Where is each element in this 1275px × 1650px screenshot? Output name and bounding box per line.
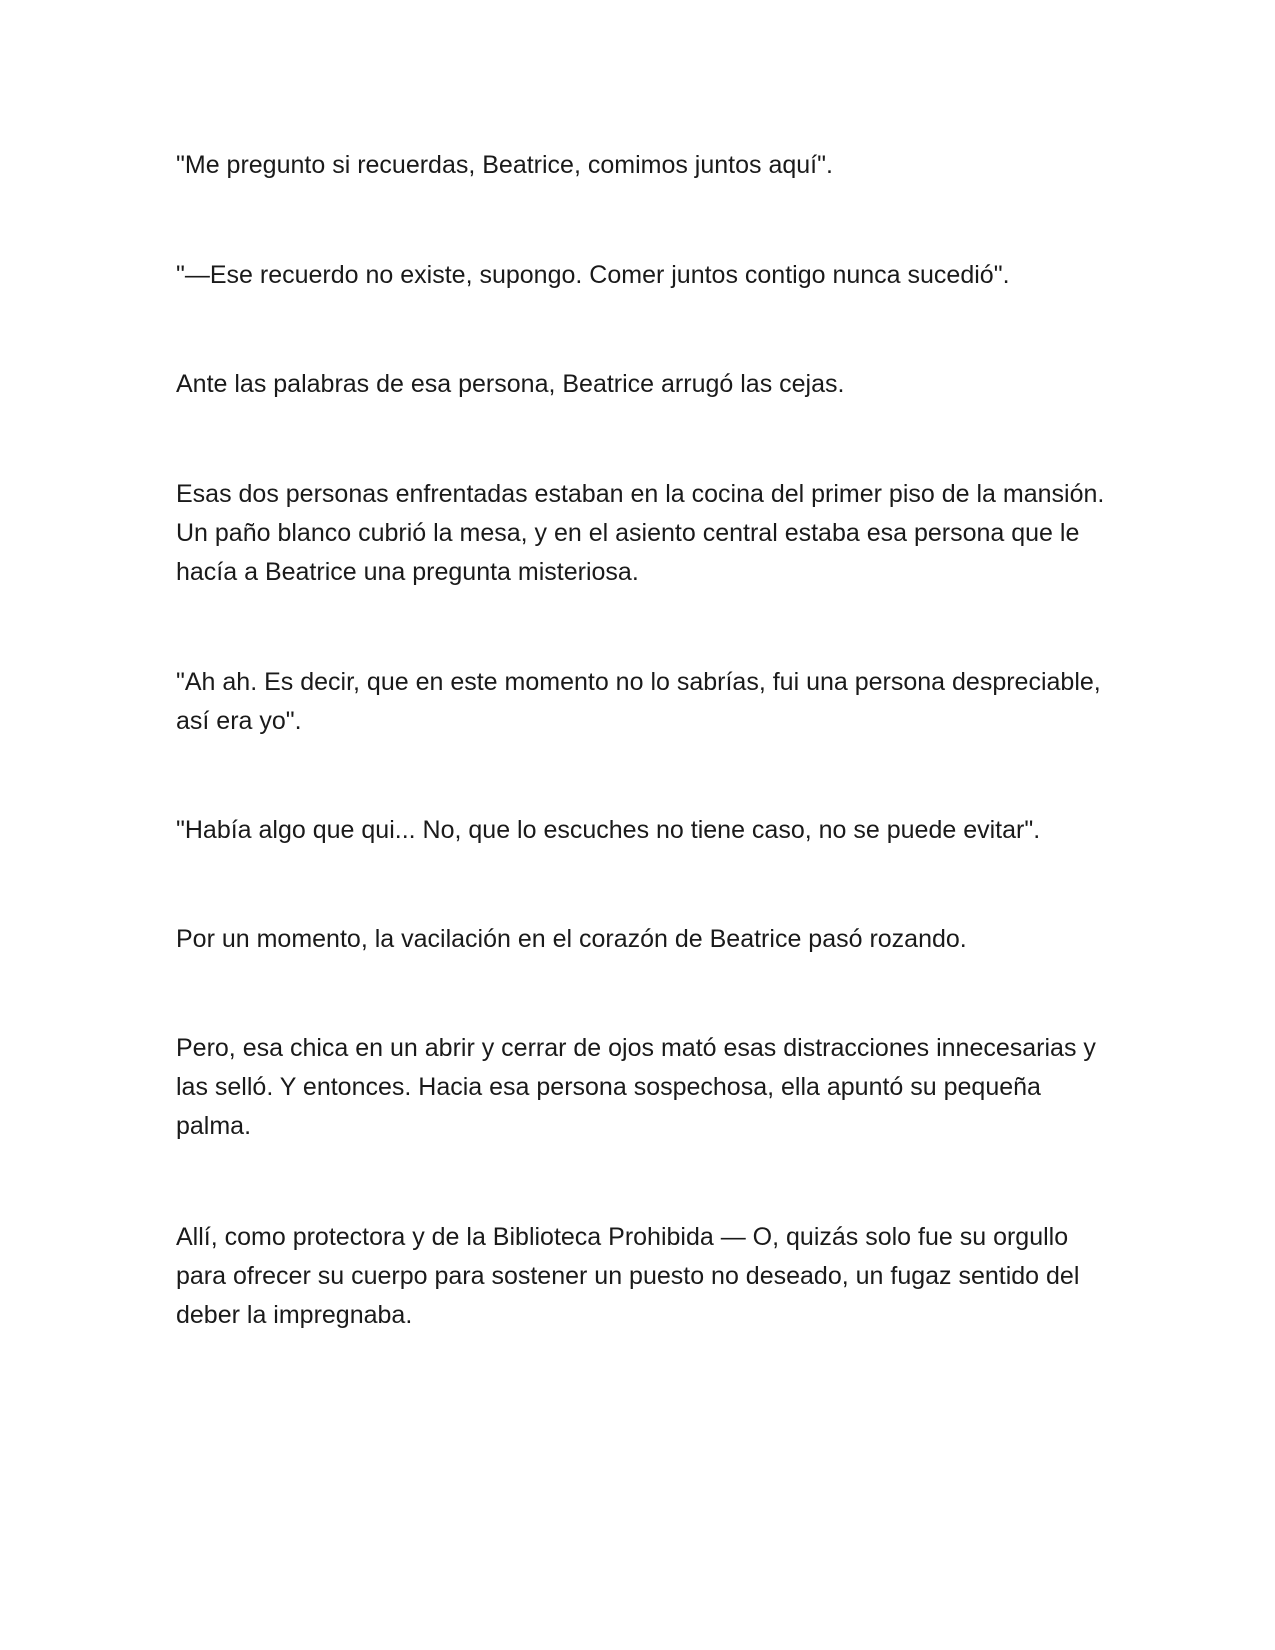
paragraph-8: Pero, esa chica en un abrir y cerrar de ojos mató esas distracciones innecesarias y las selló. Y entonces. Hacia esa persona sospechosa, ella apuntó su pequeña palma. xyxy=(176,1034,1096,1140)
paragraph-5: "Ah ah. Es decir, que en este momento no lo sabrías, fui una persona despreciable, así era yo". xyxy=(176,668,1101,735)
paragraph-1: "Me pregunto si recuerdas, Beatrice, comimos juntos aquí". xyxy=(176,151,833,179)
paragraph-4: Esas dos personas enfrentadas estaban en la cocina del primer piso de la mansión. Un paño blanco cubrió la mesa, y en el asiento central estaba esa persona que le hacía a Beatrice una pregunta misteriosa. xyxy=(176,480,1105,586)
paragraph-2: "—Ese recuerdo no existe, supongo. Comer juntos contigo nunca sucedió". xyxy=(176,261,1010,289)
paragraph-7: Por un momento, la vacilación en el corazón de Beatrice pasó rozando. xyxy=(176,925,967,953)
paragraph-6: "Había algo que qui... No, que lo escuches no tiene caso, no se puede evitar". xyxy=(176,816,1041,844)
paragraph-9: Allí, como protectora y de la Biblioteca Prohibida — O, quizás solo fue su orgullo para ofrecer su cuerpo para sostener un puesto no deseado, un fugaz sentido del deber la impregnaba. xyxy=(176,1223,1080,1329)
paragraph-3: Ante las palabras de esa persona, Beatrice arrugó las cejas. xyxy=(176,370,845,398)
